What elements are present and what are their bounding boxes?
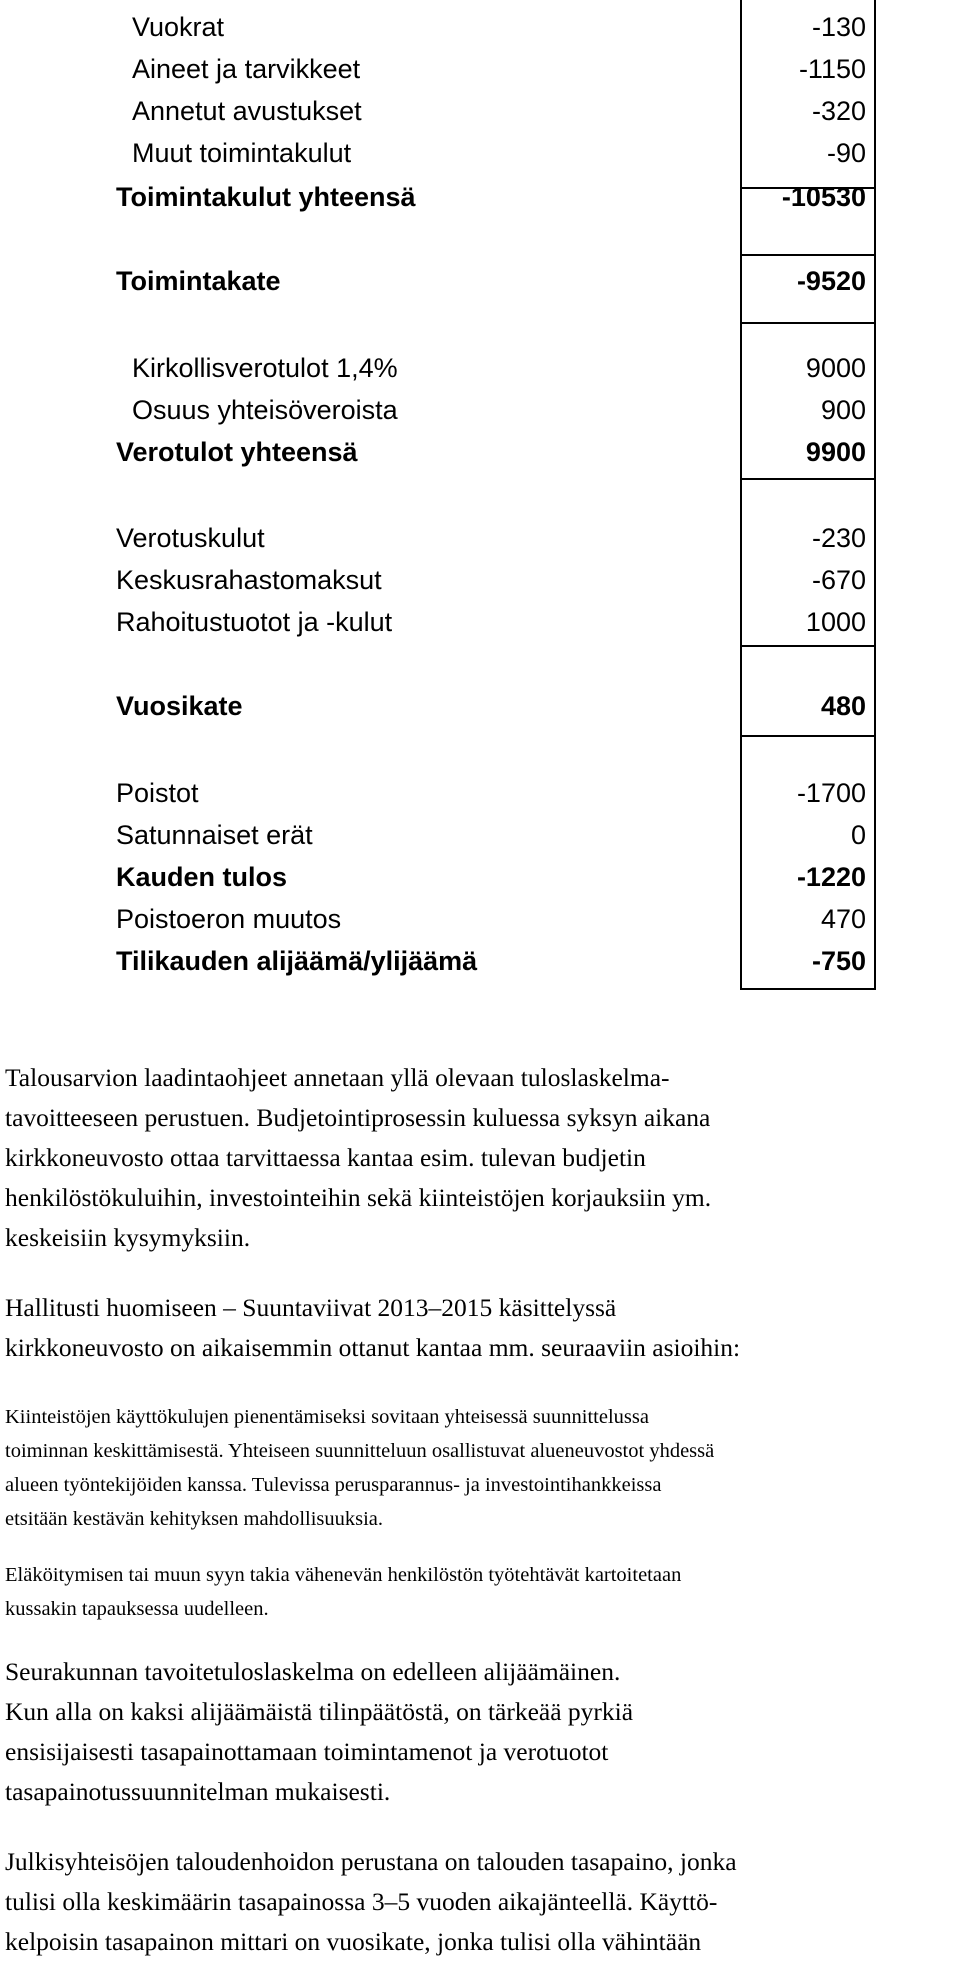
text-line: tulisi olla keskimäärin tasapainossa 3–5 vuoden aikajänteellä. Käyttö- xyxy=(5,1887,718,1916)
paragraph-budget-guidelines xyxy=(5,1058,955,1258)
text-line: keskeisiin kysymyksiin. xyxy=(5,1223,251,1252)
divider xyxy=(740,645,876,647)
table-row xyxy=(0,132,960,174)
text-line: kelpoisin tasapainon mittari on vuosikate, jonka tulisi olla vähintään xyxy=(5,1927,702,1956)
row-value: -320 xyxy=(811,96,866,126)
row-value: 900 xyxy=(820,395,866,425)
row-value: 9900 xyxy=(805,437,866,467)
row-label: Tilikauden alijäämä/ylijäämä xyxy=(116,946,478,976)
table-row xyxy=(0,601,960,643)
row-label: Kirkollisverotulot 1,4% xyxy=(132,353,398,383)
table-row xyxy=(0,90,960,132)
divider xyxy=(740,254,876,256)
row-label: Aineet ja tarvikkeet xyxy=(132,54,361,84)
table-row xyxy=(0,6,960,48)
table-row xyxy=(0,389,960,431)
text-line: tavoitteeseen perustuen. Budjetointiprosessin kuluessa syksyn aikana xyxy=(5,1103,711,1132)
row-label: Verotulot yhteensä xyxy=(116,437,358,467)
text-line: alueen työntekijöiden kanssa. Tulevissa perusparannus- ja investointihankkeissa xyxy=(5,1474,662,1496)
text-line: Talousarvion laadintaohjeet annetaan yllä olevaan tuloslaskelma- xyxy=(5,1063,670,1092)
row-label: Annetut avustukset xyxy=(132,96,362,126)
divider xyxy=(740,322,876,324)
paragraph-public-finance-balance xyxy=(5,1842,955,1962)
text-line: ensisijaisesti tasapainottamaan toimintamenot ja verotuotot xyxy=(5,1737,609,1766)
row-value: -90 xyxy=(826,138,866,168)
table-row xyxy=(0,772,960,814)
row-label: Vuokrat xyxy=(132,12,225,42)
text-line: toiminnan keskittämisestä. Yhteiseen suunnitteluun osallistuvat alueneuvostot yhdessä xyxy=(5,1440,715,1462)
table-row-subtotal xyxy=(0,176,960,218)
table-row xyxy=(0,48,960,90)
row-value: 470 xyxy=(820,904,866,934)
table-row xyxy=(0,814,960,856)
text-line: Kiinteistöjen käyttökulujen pienentämiseksi sovitaan yhteisessä suunnittelussa xyxy=(5,1406,649,1428)
table-row xyxy=(0,517,960,559)
row-value: 480 xyxy=(820,691,866,721)
text-line: Julkisyhteisöjen taloudenhoidon perustana on talouden tasapaino, jonka xyxy=(5,1847,737,1876)
text-line: Eläköitymisen tai muun syyn takia vähenevän henkilöstön työtehtävät kartoitetaan xyxy=(5,1564,682,1586)
text-line: kirkkoneuvosto ottaa tarvittaessa kantaa esim. tulevan budjetin xyxy=(5,1143,646,1172)
text-line: tasapainotussuunnitelman mukaisesti. xyxy=(5,1777,391,1806)
row-label: Toimintakate xyxy=(116,266,281,296)
text-line: etsitään kestävän kehityksen mahdollisuuksia. xyxy=(5,1508,384,1530)
row-label: Rahoitustuotot ja -kulut xyxy=(116,607,393,637)
table-row-total xyxy=(0,940,960,982)
text-line: Kun alla on kaksi alijäämäistä tilinpäätöstä, on tärkeää pyrkiä xyxy=(5,1697,634,1726)
text-line: henkilöstökuluihin, investointeihin sekä kiinteistöjen korjauksiin ym. xyxy=(5,1183,712,1212)
row-value: -1220 xyxy=(796,862,866,892)
divider xyxy=(740,478,876,480)
row-label: Verotuskulut xyxy=(116,523,265,553)
row-label: Kauden tulos xyxy=(116,862,288,892)
row-value: 1000 xyxy=(805,607,866,637)
paragraph-property-costs xyxy=(5,1400,955,1536)
row-value: 0 xyxy=(850,820,866,850)
row-value: -10530 xyxy=(781,182,866,212)
row-label: Muut toimintakulut xyxy=(132,138,352,168)
row-label: Toimintakulut yhteensä xyxy=(116,182,416,212)
row-label: Osuus yhteisöveroista xyxy=(132,395,398,425)
row-value: 9000 xyxy=(805,353,866,383)
row-value: -1150 xyxy=(798,54,866,84)
table-row xyxy=(0,898,960,940)
row-value: -670 xyxy=(811,565,866,595)
row-label: Poistoeron muutos xyxy=(116,904,342,934)
row-label: Poistot xyxy=(116,778,199,808)
row-value: -1700 xyxy=(796,778,866,808)
row-value: -9520 xyxy=(796,266,866,296)
text-line: Seurakunnan tavoitetuloslaskelma on edelleen alijäämäinen. xyxy=(5,1657,621,1686)
paragraph-retirement xyxy=(5,1558,955,1626)
table-row-subtotal xyxy=(0,260,960,302)
row-value: -130 xyxy=(811,12,866,42)
row-label: Keskusrahastomaksut xyxy=(116,565,382,595)
table-row xyxy=(0,347,960,389)
table-row-subtotal xyxy=(0,856,960,898)
row-value: -750 xyxy=(811,946,866,976)
paragraph-deficit xyxy=(5,1652,955,1812)
row-label: Vuosikate xyxy=(116,691,243,721)
table-row xyxy=(0,559,960,601)
table-row-subtotal xyxy=(0,685,960,727)
row-value: -230 xyxy=(811,523,866,553)
text-line: kussakin tapauksessa uudelleen. xyxy=(5,1598,269,1620)
text-line: kirkkoneuvosto on aikaisemmin ottanut kantaa mm. seuraaviin asioihin: xyxy=(5,1333,741,1362)
paragraph-guidelines-2013-2015 xyxy=(5,1288,955,1368)
row-label: Satunnaiset erät xyxy=(116,820,313,850)
divider xyxy=(740,735,876,737)
table-row-subtotal xyxy=(0,431,960,473)
text-line: Hallitusti huomiseen – Suuntaviivat 2013–2015 käsittelyssä xyxy=(5,1293,617,1322)
